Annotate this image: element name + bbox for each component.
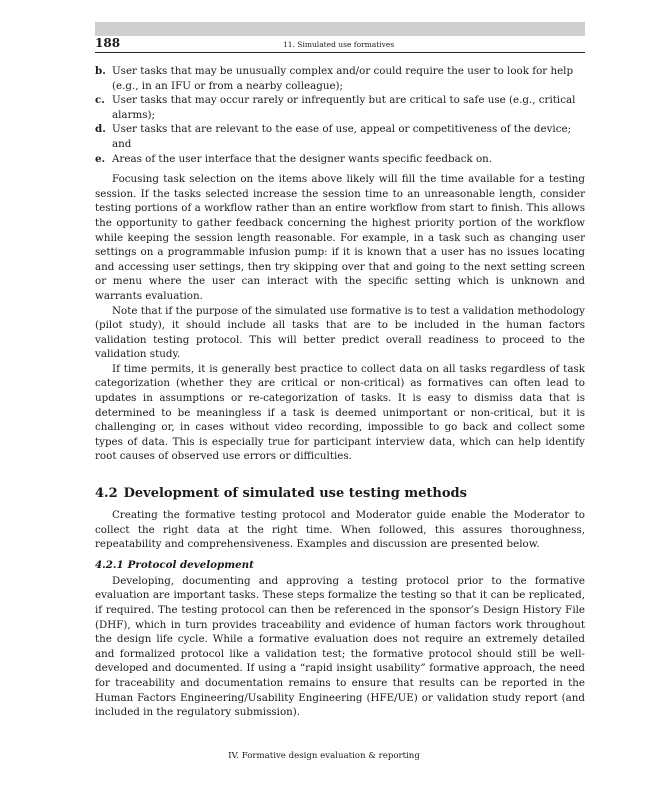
- section-paragraph: Creating the formative testing protocol and Moderator guide enable the Moderator to collect the right data at the right time. When followed, this assures thoroughness, repeatability and comprehensiveness. Examples and discussion are presented below.: [95, 509, 585, 551]
- list-item: [95, 152, 585, 167]
- running-head: 11. Simulated use formatives: [283, 40, 395, 49]
- list-item-text: User tasks that may be unusually complex and/or could require the user to look for help (e.g., in an IFU or from a nearby colleague);: [112, 65, 574, 92]
- page-body: [95, 64, 585, 720]
- subsection-title: Protocol development: [127, 558, 254, 571]
- header-rule: [95, 52, 585, 53]
- section-number: 4.2: [95, 486, 118, 502]
- subsection-heading: [95, 558, 585, 572]
- list-item: [95, 93, 585, 122]
- body-paragraph: If time permits, it is generally best practice to collect data on all tasks regardless of task categorization (whether they are critical or non-critical) as formatives can often lead to updates in assumptions or re-categorization of tasks. It is easy to dismiss data that is determined to be meaningless if a task is deemed unimportant or non-critical, but it is challenging or, in cases without video recording, impossible to go back and collect some types of data. This is especially true for participant interview data, which can help identify root causes of observed use errors or difficulties.: [95, 362, 585, 463]
- list-letter: c.: [95, 94, 105, 107]
- section-title: Development of simulated use testing methods: [123, 486, 467, 502]
- subsection-number: 4.2.1: [95, 558, 124, 571]
- list-item: [95, 122, 585, 151]
- list-item-text: User tasks that may occur rarely or infrequently but are critical to safe use (e.g., critical alarms);: [112, 94, 576, 121]
- page-number: 188: [95, 36, 121, 50]
- section-heading: [95, 486, 585, 502]
- list-item: [95, 64, 585, 93]
- page-footer: IV. Formative design evaluation & reporting: [228, 751, 420, 761]
- body-paragraph: Focusing task selection on the items above likely will fill the time available for a testing session. If the tasks selected increase the session time to an unreasonable length, consider testing portions of a workflow rather than an entire workflow from start to finish. This allows the opportunity to gather feedback concerning the highest priority portion of the workflow while keeping the session length reasonable. For example, in a task such as changing user settings on a programmable infusion pump: if it is known that a user has no issues locating and accessing user settings, then try skipping over that and going to the next setting screen or menu where the user can interact with the specific setting which is unknown and warrants evaluation.: [95, 173, 585, 302]
- body-paragraph: Note that if the purpose of the simulated use formative is to test a validation methodology (pilot study), it should include all tasks that are to be included in the human factors validation testing protocol. This will better predict overall readiness to proceed to the validation study.: [95, 304, 585, 361]
- list-item-text: User tasks that are relevant to the ease of use, appeal or competitiveness of the device; and: [112, 123, 572, 150]
- list-item-text: Areas of the user interface that the designer wants specific feedback on.: [112, 152, 493, 165]
- list-letter: e.: [95, 152, 106, 165]
- subsection-paragraph: Developing, documenting and approving a testing protocol prior to the formative evaluation are important tasks. These steps formalize the testing so that it can be replicated, if required. The testing protocol can then be referenced in the sponsor’s Design History File (DHF), which in turn provides traceability and evidence of human factors work throughout the design life cycle. While a formative evaluation does not require an extremely detailed and formalized protocol like a validation test; the formative protocol should still be well-developed and documented. If using a “rapid insight usability” formative approach, the need for traceability and documentation remains to ensure that results can be reported in the Human Factors Engineering/Usability Engineering (HFE/UE) or validation study report (and included in the regulatory submission).: [95, 574, 585, 719]
- list-letter: d.: [95, 123, 106, 136]
- header-bar: [95, 22, 585, 36]
- list-letter: b.: [95, 65, 106, 77]
- criteria-list: [95, 64, 585, 166]
